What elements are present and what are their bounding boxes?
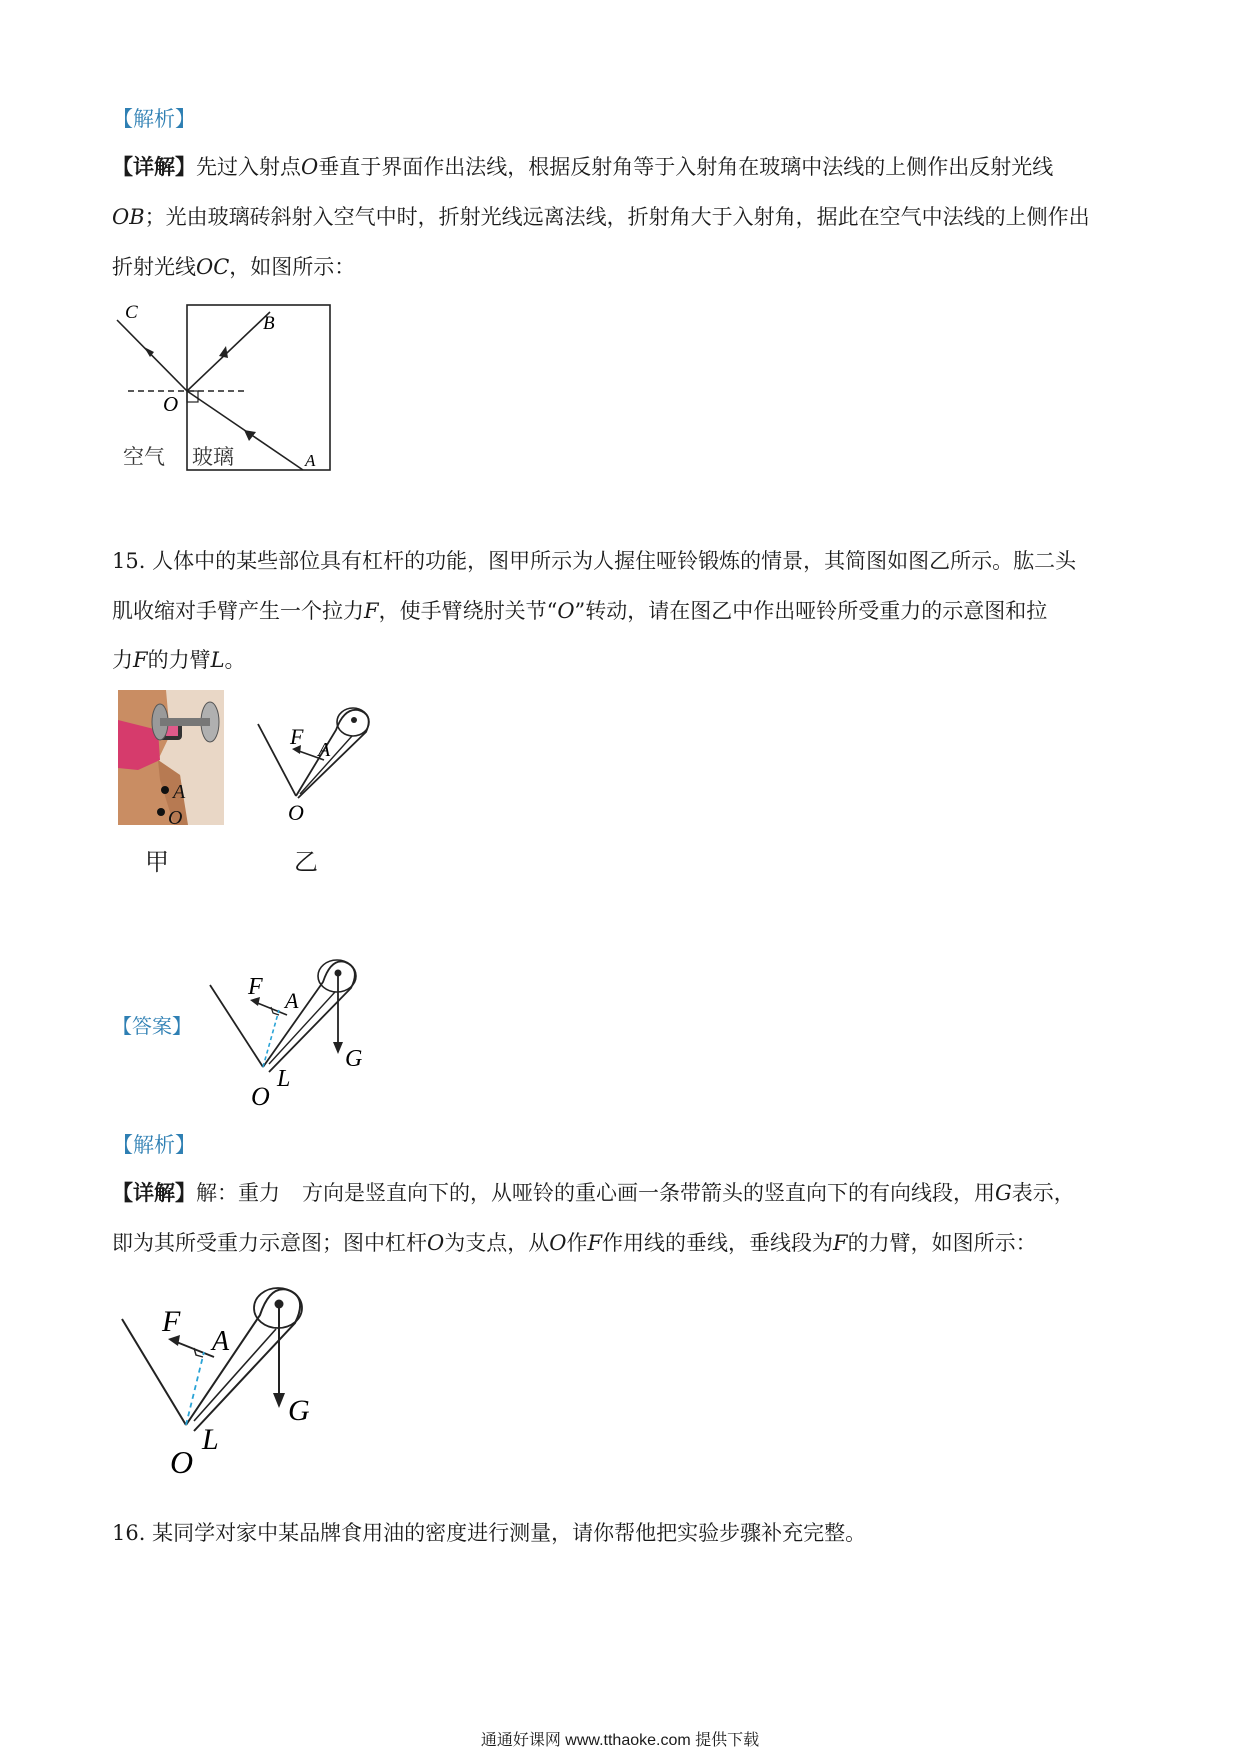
label-a: A [212,1326,230,1357]
label-g: G [288,1394,310,1427]
point-o: O [301,155,319,179]
force-f: F [833,1231,848,1255]
analysis15-line-1 [112,1178,1075,1208]
center-of-gravity-dot [351,717,357,723]
force-f: F [364,599,379,623]
label-o: O [163,392,179,416]
label-a: A [318,739,331,761]
reflected-ray [187,312,270,391]
text: 肌收缩对手臂产生一个拉力 [112,599,364,623]
photo-label-a: A [173,781,186,803]
label-glass: 玻璃 [192,445,234,469]
ray-ob: OB [112,205,145,229]
analysis-diagram [110,1275,310,1475]
label-a: A [305,451,316,470]
text: 即为其所受重力示意图；图中杠杆 [112,1231,427,1255]
text: 。 [224,648,246,672]
q16-line: 16. 某同学对家中某品牌食用油的密度进行测量，请你帮他把实验步骤补充完整。 [112,1521,867,1545]
point-o: O [549,1231,567,1255]
forearm-inner [194,1329,276,1421]
force-f: F [587,1231,603,1255]
answer-tag: 【答案】 [112,1014,192,1038]
caption-jia: 甲 [145,848,169,876]
dumbbell-photo [118,690,224,825]
arrow-icon [244,430,256,441]
point-o: O [427,1231,445,1255]
label-b: B [263,313,275,334]
label-c: C [125,302,138,323]
detail-tag: 【详解】 [112,1180,196,1205]
text: ；光由玻璃砖斜射入空气中时，折射光线远离法线，折射角大于入射角，据此在空气中法线的上侧作出 [144,205,1090,229]
detail-tag: 【详解】 [112,154,196,179]
text: 折射光线 [112,255,196,279]
label-g: G [345,1046,363,1072]
label-o: O [251,1082,270,1110]
text: 表示， [1011,1181,1075,1205]
text: 先过入射点 [196,155,301,179]
arrow-icon [333,1042,343,1054]
label-f: F [290,724,304,749]
text: 解：重力 [196,1181,280,1205]
lever-arm-l: L [210,648,225,672]
label-l: L [202,1423,219,1456]
force-f: F [133,648,148,672]
label-l: L [277,1066,291,1092]
arrow-icon [273,1393,285,1408]
label-o: O [288,800,304,825]
analysis15-line-2 [112,1228,1037,1258]
q15-line-1: 15. 人体中的某些部位具有杠杆的功能，图甲所示为人握住哑铃锻炼的情景，其简图如图乙所示。肱二头 [112,549,1077,573]
footer-source: 通通好课网 www.tthaoke.com 提供下载 [480,1732,760,1749]
forearm-inner [269,992,335,1064]
analysis-tag: 【解析】 [112,107,196,131]
text: 垂直于界面作出法线，根据反射角等于入射角在玻璃中法线的上侧作出反射光线 [318,155,1054,179]
text: 的力臂 [147,648,211,672]
answer-diagram [205,950,365,1110]
arm-diagram [248,700,378,825]
detail-line-2 [112,202,1090,232]
analysis-tag-2: 【解析】 [112,1133,196,1157]
ray-oc: OC [196,255,230,279]
point-o: O [557,599,575,623]
text: ”转动，请在图乙中作出哑铃所受重力的示意图和拉 [574,599,1048,623]
detail-line-3 [112,252,355,282]
label-air: 空气 [123,445,165,469]
detail-line-1 [112,152,1053,182]
point-o-dot [157,808,165,816]
label-a: A [285,988,299,1013]
dumbbell-bar [160,718,210,726]
gravity-g: G [995,1181,1012,1205]
text: 为支点，从 [444,1231,550,1255]
q15-line-3 [112,645,246,675]
label-f: F [248,974,263,1000]
label-f: F [162,1305,181,1338]
text: 的力臂，如图所示： [847,1231,1037,1255]
lever-arm-l-dashed [186,1352,204,1425]
refraction-diagram [110,298,340,478]
text: ，如图所示： [229,255,356,279]
photo-label-o: O [168,807,183,825]
text: 力 [112,648,133,672]
refracted-ray [117,320,187,391]
q15-line-2 [112,596,1047,626]
caption-yi: 乙 [294,848,318,876]
text: ，使手臂绕肘关节“ [378,599,558,623]
point-a-dot [161,786,169,794]
lever-arm-l-dashed [263,1010,279,1067]
text: 作 [566,1231,588,1255]
text: 作用线的垂线，垂线段为 [602,1231,834,1255]
text: 方向是竖直向下的，从哑铃的重心画一条带箭头的竖直向下的有向线段，用 [302,1181,995,1205]
label-o: O [170,1444,194,1475]
arrow-icon [219,346,228,358]
